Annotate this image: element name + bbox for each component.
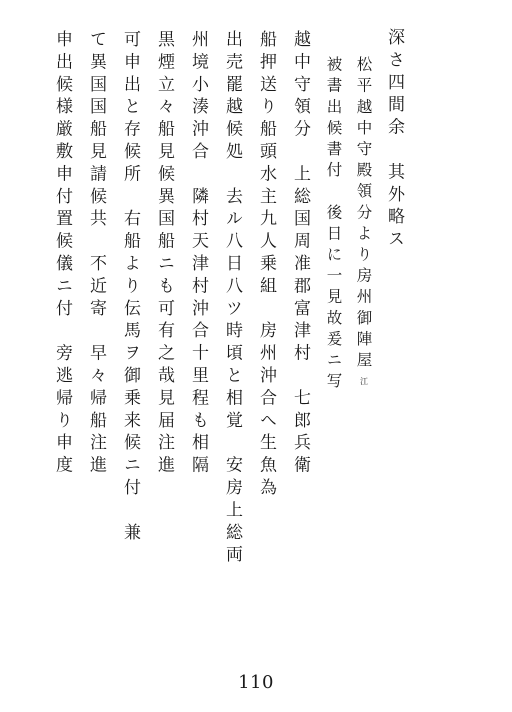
text-column-5: 船押送り船頭水主九人乗組 房州沖合へ生魚為	[256, 30, 276, 501]
text-column-8: 黒煙立々船見候異国船ニも可有之哉見届注進	[154, 30, 174, 478]
text-column-9: 可申出と存候所 右船より伝馬ヲ御乗来候ニ付 兼	[120, 30, 140, 546]
text-column-10: て異国国船見請候共 不近寄 早々帰船注進	[86, 30, 106, 478]
text-column-2	[355, 56, 371, 385]
text-column-11: 申出候様厳敷申付置候儀ニ付 旁逃帰り申度	[52, 30, 72, 478]
text-column-7: 州境小湊沖合 隣村天津村沖合十里程も相隔	[188, 30, 208, 478]
text-column-1: 深さ四間余 其外略ス	[384, 28, 404, 252]
side-note: 江	[359, 376, 369, 385]
page-number: 110	[238, 672, 274, 693]
text-column-2-text: 松平越中守殿領分より房州御陣屋	[354, 56, 373, 373]
text-column-3: 被書出候書付 後日に一見故爰ニ写	[324, 56, 343, 394]
text-column-6: 出売罷越候処 去ル八日八ツ時頃と相覚 安房上総両	[222, 30, 242, 568]
text-column-4: 越中守領分 上総国周准郡富津村 七郎兵衛	[290, 30, 310, 478]
